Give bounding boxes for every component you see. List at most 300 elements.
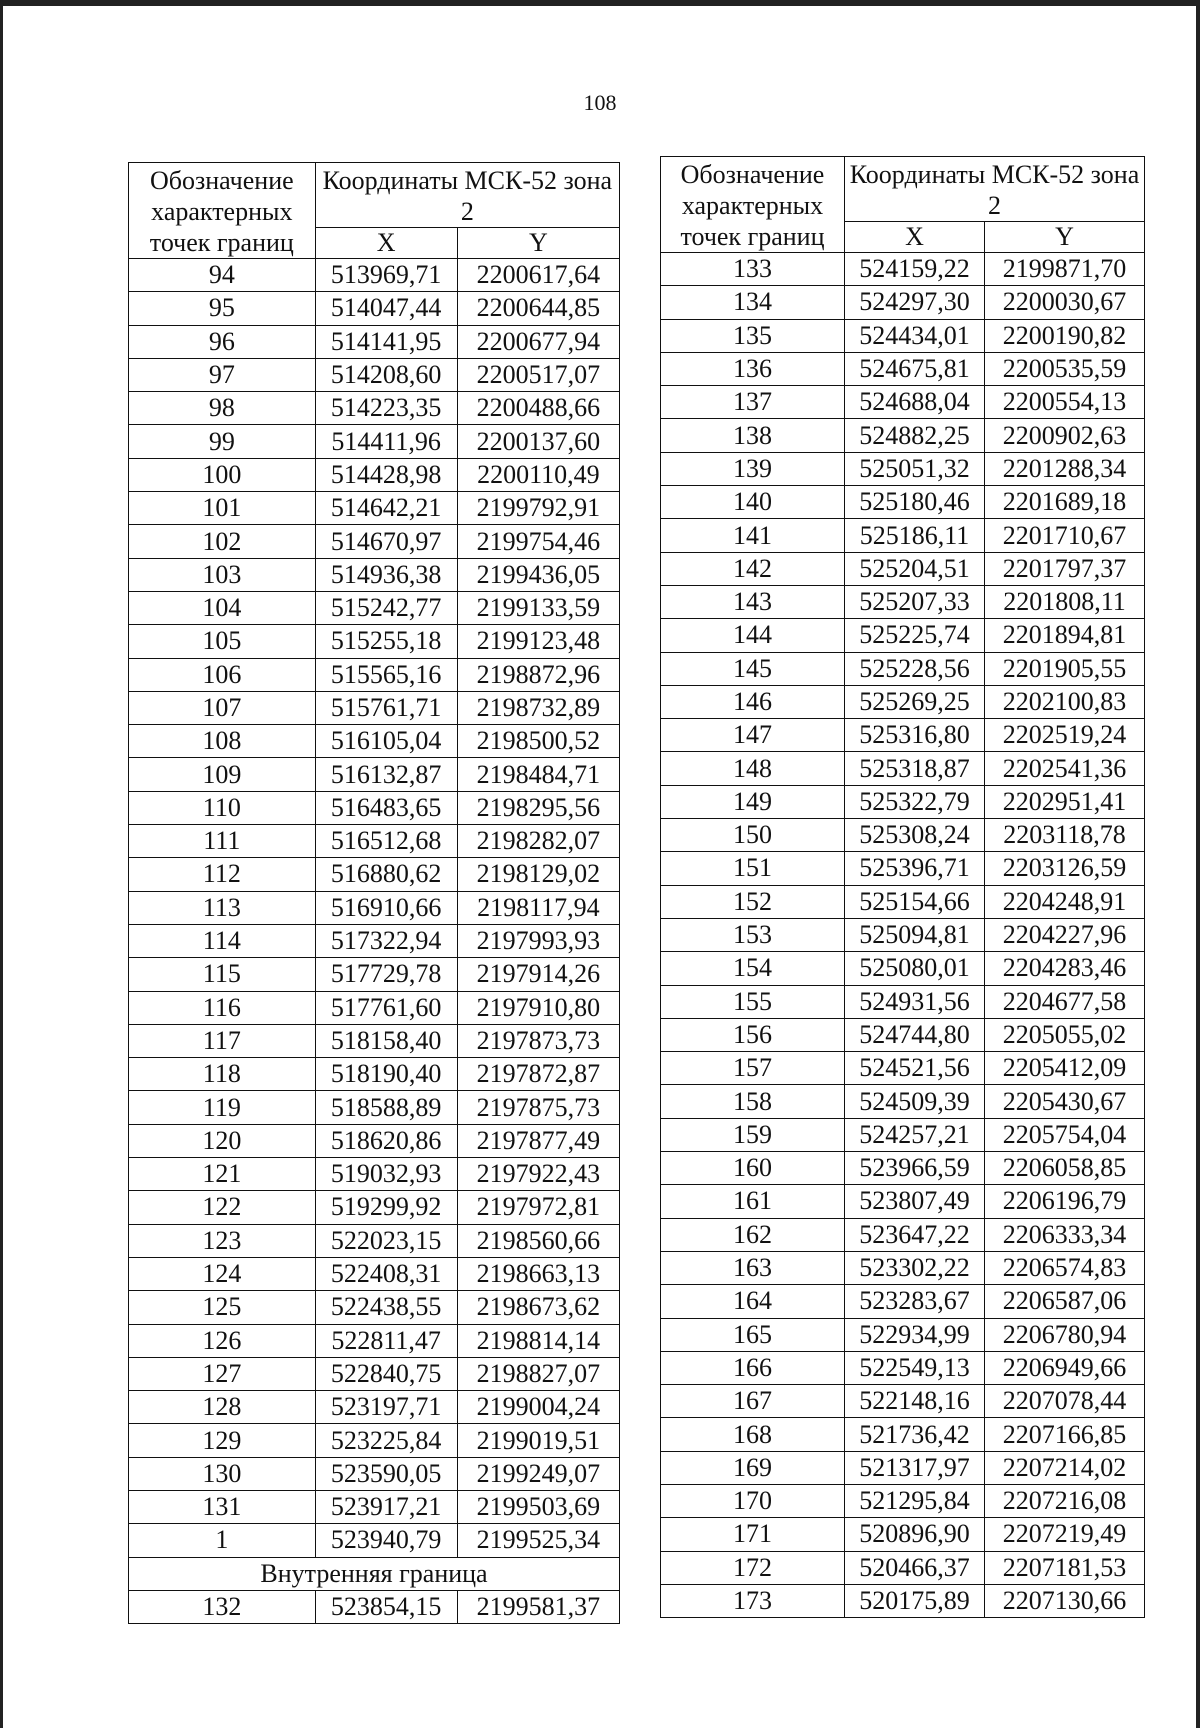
- y-coordinate-cell: 2197914,26: [457, 958, 619, 991]
- header-point-label: Обозначение характерных точек границ: [661, 157, 845, 253]
- point-number-cell: 131: [129, 1490, 316, 1523]
- table-row: [129, 791, 620, 824]
- point-number-cell: 169: [661, 1451, 845, 1484]
- x-coordinate-cell: 518620,86: [315, 1124, 457, 1157]
- x-coordinate-cell: 523197,71: [315, 1391, 457, 1424]
- x-coordinate-cell: 515255,18: [315, 625, 457, 658]
- y-coordinate-cell: 2198827,07: [457, 1357, 619, 1390]
- x-coordinate-cell: 525316,80: [845, 719, 985, 752]
- point-number-cell: 158: [661, 1085, 845, 1118]
- y-coordinate-cell: 2200517,07: [457, 358, 619, 391]
- table-row: [661, 719, 1145, 752]
- y-coordinate-cell: 2199436,05: [457, 558, 619, 591]
- table-row: [129, 725, 620, 758]
- point-number-cell: 98: [129, 392, 316, 425]
- table-row: [661, 1251, 1145, 1284]
- x-coordinate-cell: 523590,05: [315, 1457, 457, 1490]
- y-coordinate-cell: 2198663,13: [457, 1257, 619, 1290]
- point-number-cell: 150: [661, 819, 845, 852]
- point-number-cell: 105: [129, 625, 316, 658]
- point-number-cell: 166: [661, 1351, 845, 1384]
- table-row: [129, 1391, 620, 1424]
- table-row: [661, 985, 1145, 1018]
- table-row: [661, 352, 1145, 385]
- point-number-cell: 110: [129, 791, 316, 824]
- table-row: [129, 1590, 620, 1623]
- table-row: [129, 1257, 620, 1290]
- point-number-cell: 99: [129, 425, 316, 458]
- table-row: [661, 552, 1145, 585]
- x-coordinate-cell: 525308,24: [845, 819, 985, 852]
- point-number-cell: 141: [661, 519, 845, 552]
- y-coordinate-cell: 2203126,59: [985, 852, 1145, 885]
- x-coordinate-cell: 513969,71: [315, 259, 457, 292]
- x-coordinate-cell: 519032,93: [315, 1158, 457, 1191]
- point-number-cell: 116: [129, 991, 316, 1024]
- table-row: [661, 1385, 1145, 1418]
- y-coordinate-cell: 2199871,70: [985, 253, 1145, 286]
- table-row: [129, 1091, 620, 1124]
- point-number-cell: 104: [129, 591, 316, 624]
- x-coordinate-cell: 516910,66: [315, 891, 457, 924]
- y-coordinate-cell: 2200030,67: [985, 286, 1145, 319]
- x-coordinate-cell: 520175,89: [845, 1584, 985, 1617]
- y-coordinate-cell: 2200190,82: [985, 319, 1145, 352]
- y-coordinate-cell: 2197910,80: [457, 991, 619, 1024]
- y-coordinate-cell: 2204283,46: [985, 952, 1145, 985]
- table-row: [129, 758, 620, 791]
- x-coordinate-cell: 515761,71: [315, 691, 457, 724]
- table-row: [129, 492, 620, 525]
- y-coordinate-cell: 2200137,60: [457, 425, 619, 458]
- table-row: [661, 819, 1145, 852]
- y-coordinate-cell: 2199133,59: [457, 591, 619, 624]
- x-coordinate-cell: 516105,04: [315, 725, 457, 758]
- point-number-cell: 130: [129, 1457, 316, 1490]
- x-coordinate-cell: 522148,16: [845, 1385, 985, 1418]
- point-number-cell: 109: [129, 758, 316, 791]
- x-coordinate-cell: 525204,51: [845, 552, 985, 585]
- x-coordinate-cell: 521317,97: [845, 1451, 985, 1484]
- point-number-cell: 114: [129, 924, 316, 957]
- x-coordinate-cell: 515565,16: [315, 658, 457, 691]
- y-coordinate-cell: 2207216,08: [985, 1484, 1145, 1517]
- point-number-cell: 151: [661, 852, 845, 885]
- y-coordinate-cell: 2204227,96: [985, 918, 1145, 951]
- y-coordinate-cell: 2203118,78: [985, 819, 1145, 852]
- table-row: [129, 1291, 620, 1324]
- y-coordinate-cell: 2201808,11: [985, 585, 1145, 618]
- table-row: [129, 358, 620, 391]
- y-coordinate-cell: 2205430,67: [985, 1085, 1145, 1118]
- y-coordinate-cell: 2199503,69: [457, 1490, 619, 1523]
- point-number-cell: 100: [129, 458, 316, 491]
- x-coordinate-cell: 524882,25: [845, 419, 985, 452]
- y-coordinate-cell: 2206574,83: [985, 1251, 1145, 1284]
- y-coordinate-cell: 2199581,37: [457, 1590, 619, 1623]
- y-coordinate-cell: 2207078,44: [985, 1385, 1145, 1418]
- x-coordinate-cell: 525094,81: [845, 918, 985, 951]
- x-coordinate-cell: 521736,42: [845, 1418, 985, 1451]
- table-row: [661, 1351, 1145, 1384]
- x-coordinate-cell: 522549,13: [845, 1351, 985, 1384]
- inner-boundary-row: [129, 1557, 620, 1590]
- header-y-label: Y: [985, 222, 1145, 253]
- table-row: [129, 1224, 620, 1257]
- x-coordinate-cell: 523854,15: [315, 1590, 457, 1623]
- y-coordinate-cell: 2201689,18: [985, 486, 1145, 519]
- y-coordinate-cell: 2200535,59: [985, 352, 1145, 385]
- table-row: [661, 1118, 1145, 1151]
- point-number-cell: 134: [661, 286, 845, 319]
- y-coordinate-cell: 2198117,94: [457, 891, 619, 924]
- y-coordinate-cell: 2200554,13: [985, 386, 1145, 419]
- table-row: [129, 392, 620, 425]
- x-coordinate-cell: 524257,21: [845, 1118, 985, 1151]
- y-coordinate-cell: 2207181,53: [985, 1551, 1145, 1584]
- point-number-cell: 94: [129, 259, 316, 292]
- table-row: [661, 486, 1145, 519]
- y-coordinate-cell: 2197972,81: [457, 1191, 619, 1224]
- point-number-cell: 146: [661, 685, 845, 718]
- x-coordinate-cell: 522934,99: [845, 1318, 985, 1351]
- point-number-cell: 140: [661, 486, 845, 519]
- point-number-cell: 136: [661, 352, 845, 385]
- x-coordinate-cell: 525180,46: [845, 486, 985, 519]
- y-coordinate-cell: 2201710,67: [985, 519, 1145, 552]
- table-row: [661, 253, 1145, 286]
- y-coordinate-cell: 2198282,07: [457, 825, 619, 858]
- point-number-cell: 103: [129, 558, 316, 591]
- table-row: [129, 1424, 620, 1457]
- x-coordinate-cell: 514936,38: [315, 558, 457, 591]
- y-coordinate-cell: 2200488,66: [457, 392, 619, 425]
- x-coordinate-cell: 517322,94: [315, 924, 457, 957]
- y-coordinate-cell: 2198732,89: [457, 691, 619, 724]
- header-coordinates-label: Координаты МСК-52 зона 2: [845, 157, 1145, 222]
- x-coordinate-cell: 514208,60: [315, 358, 457, 391]
- y-coordinate-cell: 2197872,87: [457, 1058, 619, 1091]
- y-coordinate-cell: 2205055,02: [985, 1018, 1145, 1051]
- x-coordinate-cell: 525322,79: [845, 785, 985, 818]
- table-row: [661, 1551, 1145, 1584]
- y-coordinate-cell: 2200902,63: [985, 419, 1145, 452]
- y-coordinate-cell: 2207214,02: [985, 1451, 1145, 1484]
- table-row: [661, 785, 1145, 818]
- x-coordinate-cell: 523283,67: [845, 1285, 985, 1318]
- x-coordinate-cell: 525228,56: [845, 652, 985, 685]
- y-coordinate-cell: 2205412,09: [985, 1052, 1145, 1085]
- x-coordinate-cell: 514428,98: [315, 458, 457, 491]
- table-row: [661, 1318, 1145, 1351]
- x-coordinate-cell: 525396,71: [845, 852, 985, 885]
- x-coordinate-cell: 517729,78: [315, 958, 457, 991]
- table-row: [661, 452, 1145, 485]
- y-coordinate-cell: 2207130,66: [985, 1584, 1145, 1617]
- page-number: 108: [583, 90, 617, 115]
- point-number-cell: 135: [661, 319, 845, 352]
- y-coordinate-cell: 2206949,66: [985, 1351, 1145, 1384]
- point-number-cell: 102: [129, 525, 316, 558]
- point-number-cell: 171: [661, 1518, 845, 1551]
- table-row: [661, 1218, 1145, 1251]
- y-coordinate-cell: 2206587,06: [985, 1285, 1145, 1318]
- y-coordinate-cell: 2197875,73: [457, 1091, 619, 1124]
- header-x-label: X: [315, 228, 457, 259]
- point-number-cell: 149: [661, 785, 845, 818]
- x-coordinate-cell: 524297,30: [845, 286, 985, 319]
- table-row: [661, 1152, 1145, 1185]
- table-row: [129, 1024, 620, 1057]
- point-number-cell: 157: [661, 1052, 845, 1085]
- table-row: [661, 1484, 1145, 1517]
- y-coordinate-cell: 2206780,94: [985, 1318, 1145, 1351]
- point-number-cell: 148: [661, 752, 845, 785]
- table-row: [129, 1490, 620, 1523]
- x-coordinate-cell: 522438,55: [315, 1291, 457, 1324]
- table-row: [129, 1158, 620, 1191]
- x-coordinate-cell: 525154,66: [845, 885, 985, 918]
- table-row: [129, 858, 620, 891]
- point-number-cell: 163: [661, 1251, 845, 1284]
- point-number-cell: 107: [129, 691, 316, 724]
- y-coordinate-cell: 2200644,85: [457, 292, 619, 325]
- point-number-cell: 168: [661, 1418, 845, 1451]
- point-number-cell: 96: [129, 325, 316, 358]
- point-number-cell: 124: [129, 1257, 316, 1290]
- y-coordinate-cell: 2197922,43: [457, 1158, 619, 1191]
- x-coordinate-cell: 514670,97: [315, 525, 457, 558]
- x-coordinate-cell: 524744,80: [845, 1018, 985, 1051]
- point-number-cell: 123: [129, 1224, 316, 1257]
- point-number-cell: 101: [129, 492, 316, 525]
- point-number-cell: 1: [129, 1524, 316, 1557]
- table-row: [661, 1584, 1145, 1617]
- table-row: [129, 591, 620, 624]
- y-coordinate-cell: 2198673,62: [457, 1291, 619, 1324]
- table-row: [129, 525, 620, 558]
- x-coordinate-cell: 524159,22: [845, 253, 985, 286]
- x-coordinate-cell: 523647,22: [845, 1218, 985, 1251]
- table-row: [129, 691, 620, 724]
- y-coordinate-cell: 2202519,24: [985, 719, 1145, 752]
- y-coordinate-cell: 2198295,56: [457, 791, 619, 824]
- point-number-cell: 173: [661, 1584, 845, 1617]
- point-number-cell: 111: [129, 825, 316, 858]
- table-row: [661, 1085, 1145, 1118]
- table-row: [661, 585, 1145, 618]
- point-number-cell: 125: [129, 1291, 316, 1324]
- x-coordinate-cell: 523225,84: [315, 1424, 457, 1457]
- y-coordinate-cell: 2206333,34: [985, 1218, 1145, 1251]
- table-row: [129, 991, 620, 1024]
- y-coordinate-cell: 2207219,49: [985, 1518, 1145, 1551]
- point-number-cell: 117: [129, 1024, 316, 1057]
- x-coordinate-cell: 525269,25: [845, 685, 985, 718]
- x-coordinate-cell: 524675,81: [845, 352, 985, 385]
- x-coordinate-cell: 524509,39: [845, 1085, 985, 1118]
- x-coordinate-cell: 514642,21: [315, 492, 457, 525]
- point-number-cell: 139: [661, 452, 845, 485]
- y-coordinate-cell: 2198814,14: [457, 1324, 619, 1357]
- y-coordinate-cell: 2204248,91: [985, 885, 1145, 918]
- table-row: [129, 1191, 620, 1224]
- table-row: [661, 1052, 1145, 1085]
- point-number-cell: 128: [129, 1391, 316, 1424]
- y-coordinate-cell: 2198129,02: [457, 858, 619, 891]
- point-number-cell: 120: [129, 1124, 316, 1157]
- point-number-cell: 132: [129, 1590, 316, 1623]
- table-row: [129, 325, 620, 358]
- x-coordinate-cell: 521295,84: [845, 1484, 985, 1517]
- table-row: [661, 752, 1145, 785]
- y-coordinate-cell: 2205754,04: [985, 1118, 1145, 1151]
- x-coordinate-cell: 522811,47: [315, 1324, 457, 1357]
- point-number-cell: 153: [661, 918, 845, 951]
- y-coordinate-cell: 2199525,34: [457, 1524, 619, 1557]
- inner-boundary-label: Внутренняя граница: [129, 1557, 620, 1590]
- y-coordinate-cell: 2201288,34: [985, 452, 1145, 485]
- x-coordinate-cell: 518190,40: [315, 1058, 457, 1091]
- y-coordinate-cell: 2206196,79: [985, 1185, 1145, 1218]
- point-number-cell: 133: [661, 253, 845, 286]
- x-coordinate-cell: 516512,68: [315, 825, 457, 858]
- table-row: [129, 1524, 620, 1557]
- point-number-cell: 106: [129, 658, 316, 691]
- x-coordinate-cell: 523966,59: [845, 1152, 985, 1185]
- table-row: [661, 1518, 1145, 1551]
- x-coordinate-cell: 514223,35: [315, 392, 457, 425]
- point-number-cell: 126: [129, 1324, 316, 1357]
- x-coordinate-cell: 522023,15: [315, 1224, 457, 1257]
- x-coordinate-cell: 520896,90: [845, 1518, 985, 1551]
- point-number-cell: 115: [129, 958, 316, 991]
- table-row: [661, 1285, 1145, 1318]
- y-coordinate-cell: 2202100,83: [985, 685, 1145, 718]
- point-number-cell: 155: [661, 985, 845, 1018]
- point-number-cell: 118: [129, 1058, 316, 1091]
- point-number-cell: 122: [129, 1191, 316, 1224]
- table-row: [661, 652, 1145, 685]
- point-number-cell: 113: [129, 891, 316, 924]
- header-coordinates-label: Координаты МСК-52 зона 2: [315, 163, 619, 228]
- table-row: [661, 918, 1145, 951]
- y-coordinate-cell: 2199249,07: [457, 1457, 619, 1490]
- y-coordinate-cell: 2198500,52: [457, 725, 619, 758]
- x-coordinate-cell: 523917,21: [315, 1490, 457, 1523]
- x-coordinate-cell: 516132,87: [315, 758, 457, 791]
- table-row: [661, 1451, 1145, 1484]
- table-row: [661, 286, 1145, 319]
- y-coordinate-cell: 2204677,58: [985, 985, 1145, 1018]
- point-number-cell: 162: [661, 1218, 845, 1251]
- y-coordinate-cell: 2197993,93: [457, 924, 619, 957]
- header-point-label: Обозначение характерных точек границ: [129, 163, 316, 259]
- point-number-cell: 143: [661, 585, 845, 618]
- y-coordinate-cell: 2198484,71: [457, 758, 619, 791]
- coordinates-table-right: [660, 156, 1145, 1618]
- x-coordinate-cell: 525051,32: [845, 452, 985, 485]
- point-number-cell: 165: [661, 1318, 845, 1351]
- x-coordinate-cell: 515242,77: [315, 591, 457, 624]
- table-row: [129, 1324, 620, 1357]
- x-coordinate-cell: 525225,74: [845, 619, 985, 652]
- y-coordinate-cell: 2201797,37: [985, 552, 1145, 585]
- y-coordinate-cell: 2197877,49: [457, 1124, 619, 1157]
- table-row: [129, 558, 620, 591]
- table-row: [129, 425, 620, 458]
- table-row: [661, 519, 1145, 552]
- x-coordinate-cell: 523940,79: [315, 1524, 457, 1557]
- y-coordinate-cell: 2199004,24: [457, 1391, 619, 1424]
- point-number-cell: 95: [129, 292, 316, 325]
- table-row: [129, 924, 620, 957]
- y-coordinate-cell: 2199123,48: [457, 625, 619, 658]
- x-coordinate-cell: 523807,49: [845, 1185, 985, 1218]
- point-number-cell: 145: [661, 652, 845, 685]
- x-coordinate-cell: 514141,95: [315, 325, 457, 358]
- point-number-cell: 121: [129, 1158, 316, 1191]
- table-row: [661, 885, 1145, 918]
- point-number-cell: 164: [661, 1285, 845, 1318]
- point-number-cell: 137: [661, 386, 845, 419]
- y-coordinate-cell: 2198560,66: [457, 1224, 619, 1257]
- table-row: [129, 658, 620, 691]
- table-row: [661, 619, 1145, 652]
- x-coordinate-cell: 522408,31: [315, 1257, 457, 1290]
- y-coordinate-cell: 2199019,51: [457, 1424, 619, 1457]
- x-coordinate-cell: 525080,01: [845, 952, 985, 985]
- point-number-cell: 97: [129, 358, 316, 391]
- point-number-cell: 142: [661, 552, 845, 585]
- table-row: [661, 852, 1145, 885]
- point-number-cell: 156: [661, 1018, 845, 1051]
- x-coordinate-cell: 524931,56: [845, 985, 985, 1018]
- x-coordinate-cell: 514411,96: [315, 425, 457, 458]
- y-coordinate-cell: 2207166,85: [985, 1418, 1145, 1451]
- y-coordinate-cell: 2197873,73: [457, 1024, 619, 1057]
- x-coordinate-cell: 525207,33: [845, 585, 985, 618]
- x-coordinate-cell: 523302,22: [845, 1251, 985, 1284]
- point-number-cell: 152: [661, 885, 845, 918]
- y-coordinate-cell: 2200617,64: [457, 259, 619, 292]
- y-coordinate-cell: 2198872,96: [457, 658, 619, 691]
- x-coordinate-cell: 516483,65: [315, 791, 457, 824]
- table-row: [129, 825, 620, 858]
- point-number-cell: 108: [129, 725, 316, 758]
- y-coordinate-cell: 2201905,55: [985, 652, 1145, 685]
- header-y-label: Y: [457, 228, 619, 259]
- x-coordinate-cell: 519299,92: [315, 1191, 457, 1224]
- x-coordinate-cell: 524521,56: [845, 1052, 985, 1085]
- table-row: [129, 1357, 620, 1390]
- point-number-cell: 161: [661, 1185, 845, 1218]
- point-number-cell: 119: [129, 1091, 316, 1124]
- y-coordinate-cell: 2200110,49: [457, 458, 619, 491]
- point-number-cell: 170: [661, 1484, 845, 1517]
- table-row: [661, 1418, 1145, 1451]
- y-coordinate-cell: 2202541,36: [985, 752, 1145, 785]
- table-row: [661, 952, 1145, 985]
- table-row: [129, 625, 620, 658]
- table-row: [661, 1018, 1145, 1051]
- point-number-cell: 129: [129, 1424, 316, 1457]
- table-row: [129, 1124, 620, 1157]
- x-coordinate-cell: 520466,37: [845, 1551, 985, 1584]
- table-row: [129, 458, 620, 491]
- y-coordinate-cell: 2202951,41: [985, 785, 1145, 818]
- point-number-cell: 127: [129, 1357, 316, 1390]
